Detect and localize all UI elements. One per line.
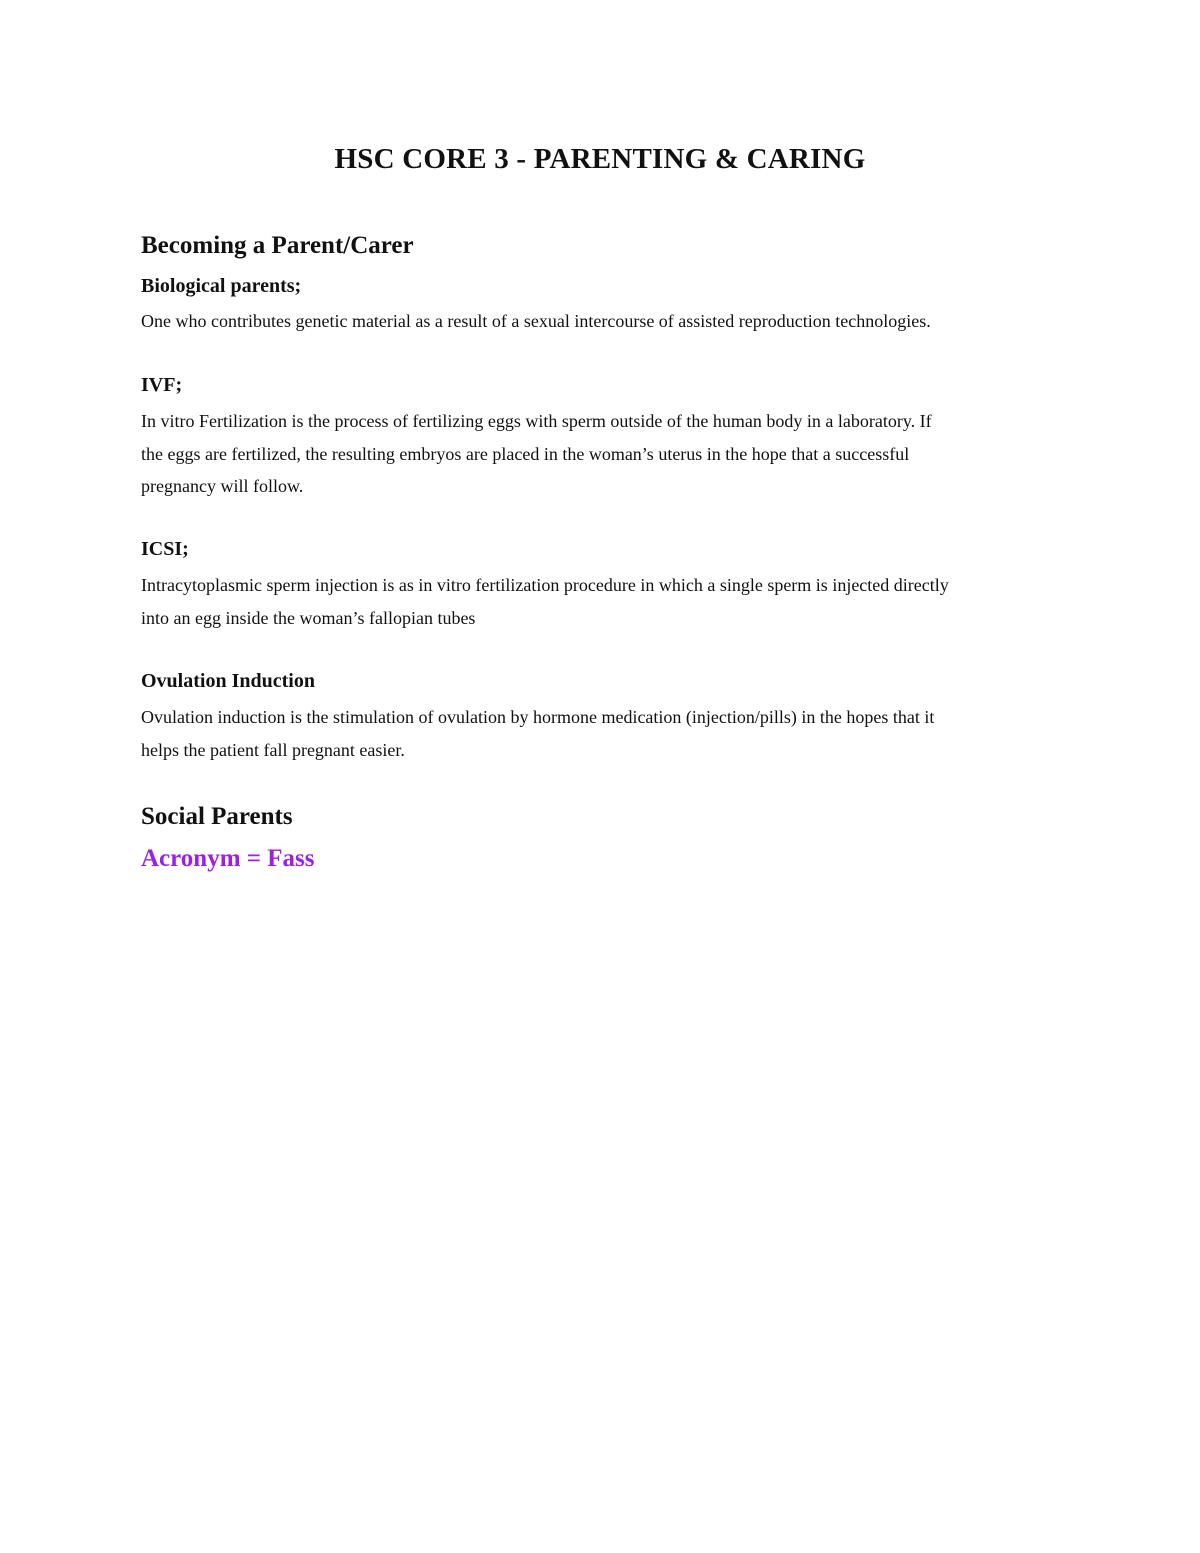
- text-line: the eggs are fertilized, the resulting embryos are placed in the woman’s uterus in the hope that a successful: [141, 443, 910, 464]
- text-line: One who contributes genetic material as a result of a sexual intercourse of assisted reproduction technologies.: [141, 311, 931, 331]
- document-title: HSC CORE 3 - PARENTING & CARING: [334, 143, 866, 175]
- text-line: helps the patient fall pregnant easier.: [141, 739, 405, 760]
- paragraph-biological-parents: [141, 305, 1076, 338]
- text-line: In vitro Fertilization is the process of fertilizing eggs with sperm outside of the human body in a laboratory. If: [141, 411, 932, 431]
- subheading-ovulation-induction: Ovulation Induction: [141, 670, 315, 692]
- text-line: Ovulation induction is the stimulation of ovulation by hormone medication (injection/pills) in the hopes that it: [141, 707, 935, 727]
- section-heading-social-parents: Social Parents: [141, 803, 293, 830]
- subheading-icsi: ICSI;: [141, 538, 189, 560]
- paragraph-ovulation-induction: [141, 701, 1076, 766]
- subheading-biological-parents: Biological parents;: [141, 275, 302, 297]
- acronym-line: Acronym = Fass: [141, 845, 315, 872]
- section-heading-becoming-parent: Becoming a Parent/Carer: [141, 232, 414, 259]
- text-line: Intracytoplasmic sperm injection is as in vitro fertilization procedure in which a single sperm is injected directly: [141, 575, 949, 595]
- text-line: pregnancy will follow.: [141, 476, 304, 496]
- text-line: into an egg inside the woman’s fallopian tubes: [141, 607, 476, 628]
- paragraph-icsi: [141, 569, 1076, 634]
- subheading-ivf: IVF;: [141, 374, 183, 396]
- paragraph-ivf: [141, 405, 1076, 503]
